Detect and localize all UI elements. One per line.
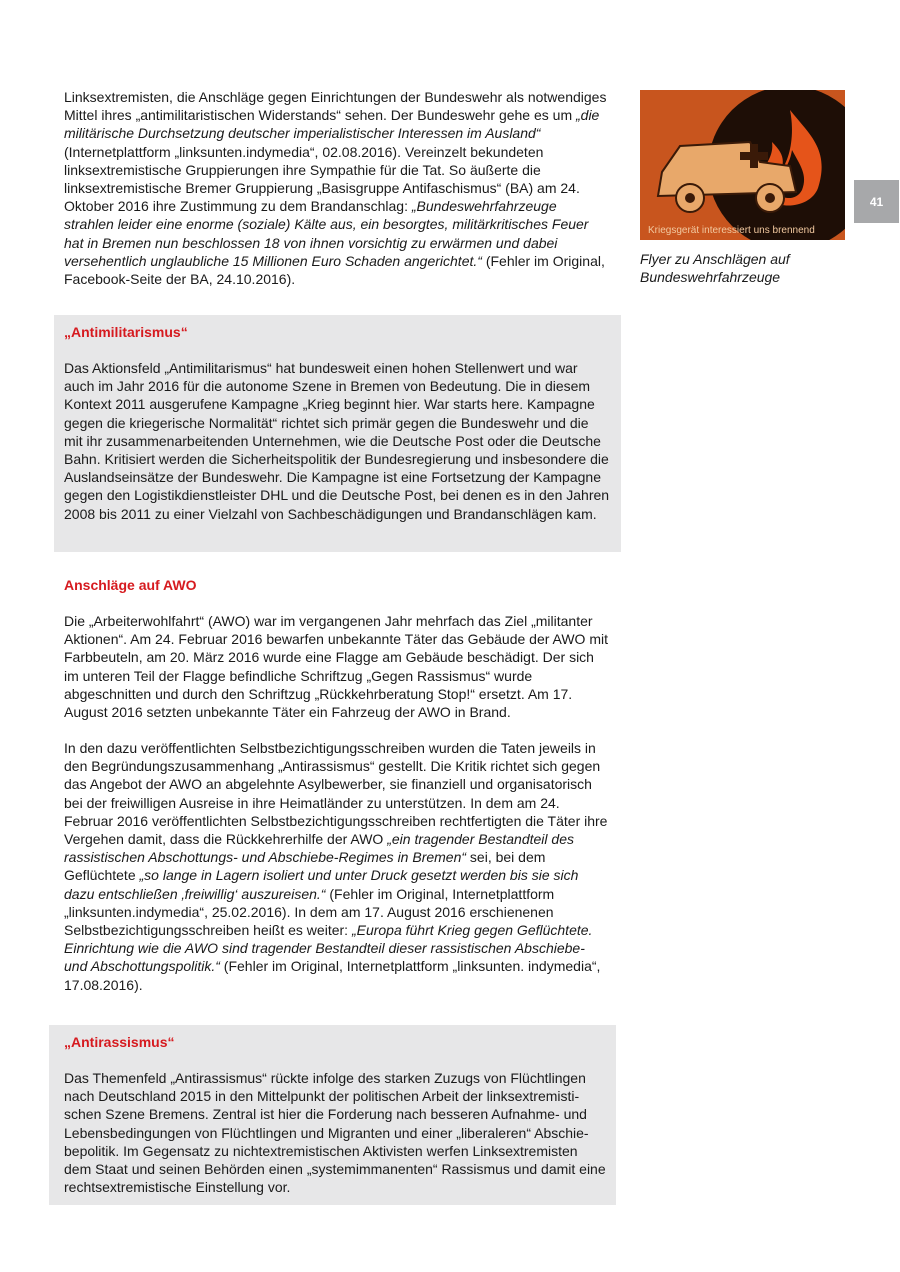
intro-quote-1: „die militärische Durchsetzung deutscher imperialistischer Interessen im Ausland“ [64, 107, 600, 142]
flyer-slogan: Kriegsgerät interessiert uns brennend [648, 225, 815, 236]
flyer-photo [640, 90, 845, 240]
intro-text-2: (Internetplattform „linksunten.indymedia“, 02.08.2016). Vereinzelt bekundeten linksextremistische Gruppierungen ihre Sympathie für die Tat. So äußerte die linksextremistische Bremer Gruppierung „Basisgruppe Antifaschismus“ (BA) am 24. Oktober 2016 ihre Zustimmung zu dem Brandanschlag: [64, 143, 580, 215]
awo-paragraph-1: Die „Arbeiterwohlfahrt“ (AWO) war im vergangenen Jahr mehrfach das Ziel „militanter Aktionen“. Am 24. Februar 2016 bewarfen unbekannte Täter das Gebäude der AWO mit Farbbeuteln, am 20. März 2016 wurde eine Flagge am Gebäude beschädigt. Der sich im unteren Teil der Flagge befindliche Schriftzug „Gegen Rassismus“ wurde abgeschnitten und durch den Schriftzug „Rückkehrberatung Stop!“ ersetzt. Am 17. August 2016 setzten unbekannte Täter ein Fahrzeug der AWO in Brand. [64, 613, 608, 721]
intro-paragraph [64, 88, 609, 288]
info-box-antirassismus [49, 1025, 616, 1205]
awo-text-3: (Fehler im Original, Internetplattform „linksunten.indymedia“, 25.02.2016). In dem am 17. August 2016 erschienenen Selbstbezichtigungsschreiben heißt es weiter: [64, 885, 555, 939]
awo-text-4: (Fehler im Original, Internetplattform „linksunten. indymedia“, 17.08.2016). [64, 958, 601, 993]
awo-paragraph-2 [64, 739, 609, 994]
awo-text-1: In den dazu veröffentlichten Selbstbezichtigungsschreiben wurden die Taten jeweils in den Begründungszusammenhang „Antirassismus“ gestellt. Die Kritik richtet sich gegen das Angebot der AWO an abgelehnte Asylbewerber, sie finanziell und organisatorisch bei der freiwilligen Ausreise in ihre Heimatländer zu unterstützen. In dem am 24. Februar 2016 veröffentlichten Selbstbezichtigungsschreiben rechtfertigten die Täter ihre Vergehen damit, dass die Rückkehrerhilfe der AWO [64, 740, 608, 848]
awo-quote-3: „Europa führt Krieg gegen Geflüchtete. Einrichtung wie die AWO sind tragender Bestandteil dieser rassistischen Abschiebe- und Abschottungspolitik.“ [64, 922, 593, 975]
intro-text-1: Linksextremisten, die Anschläge gegen Einrichtungen der Bundeswehr als notwendiges Mittel ihres „antimilitaristischen Widerstands“ sehen. Der Bundeswehr gehe es um [64, 89, 607, 124]
photo-caption: Flyer zu Anschlägen auf Bundeswehrfahrzeuge [640, 251, 790, 285]
awo-quote-2: „so lange in Lagern isoliert und unter Druck gesetzt werden bis sie sich dazu entschließen ‚freiwillig‘ auszureisen.“ [64, 867, 579, 902]
awo-quote-1: „ein tragender Bestandteil des rassistischen Abschottungs- und Abschiebe-Regimes in Bremen“ [64, 831, 574, 866]
box-title: „Antirassismus“ [64, 1034, 175, 1050]
box-body: Das Themenfeld „Antirassismus“ rückte infolge des starken Zuzugs von Flüchtlingen nach Deutschland 2015 in den Mittelpunkt der politischen Arbeit der linksextremistischen Szene Bremens. Zentral ist hier die Forderung nach besseren Aufnahme- und Lebensbedingungen von Flüchtlingen und Migranten und einer „liberaleren“ Abschiebepolitik. Im Gegensatz zu nichtextremistischen Aktivisten werfen Linksextremisten dem Staat und seinen Behörden einen „systemimmanenten“ Rassismus und damit eine rechtsextremistische Einstellung vor. [64, 1070, 606, 1196]
intro-text-3: (Fehler im Original, Facebook-Seite der BA, 24.10.2016). [64, 252, 605, 288]
section-title-awo: Anschläge auf AWO [64, 577, 197, 593]
page-number: 41 [854, 180, 899, 223]
intro-quote-2: „Bundeswehrfahrzeuge strahlen leider eine enorme (soziale) Kälte aus, ein besorgtes, militärkritisches Feuer hat in Bremen nun beschlossen 18 von ihnen vorsichtig zu erwärmen und dabei versehentlich unglaubliche 15 Millionen Euro Schaden angerichtet.“ [64, 198, 589, 269]
box-body: Das Aktionsfeld „Antimilitarismus“ hat bundesweit einen hohen Stellenwert und war auch im Jahr 2016 für die autonome Szene in Bremen von Bedeutung. Die in diesem Kontext 2011 ausgerufene Kampagne „Krieg beginnt hier. War starts here. Kampagne gegen die kriegerische Normalität“ richtet sich primär gegen die Bundeswehr und die mit ihr zusammenarbeitenden Unternehmen, wie die Deutsche Post oder die Deutsche Bahn. Kritisiert werden die Sicherheitspolitik der Bundesregierung und insbesondere die Auslandseinsätze der Bundeswehr. Die Kampagne ist eine Fortsetzung der Kampagne gegen den Logistikdienstleister DHL und die Deutsche Post, bei denen es in den Jahren 2008 bis 2011 zu einer Vielzahl von Sachbeschädigungen und Brandanschlägen kam. [64, 360, 610, 522]
info-box-antimilitarismus [54, 315, 621, 552]
box-title: „Antimilitarismus“ [64, 324, 188, 340]
awo-text-2: sei, bei dem Geflüchtete [64, 849, 546, 884]
